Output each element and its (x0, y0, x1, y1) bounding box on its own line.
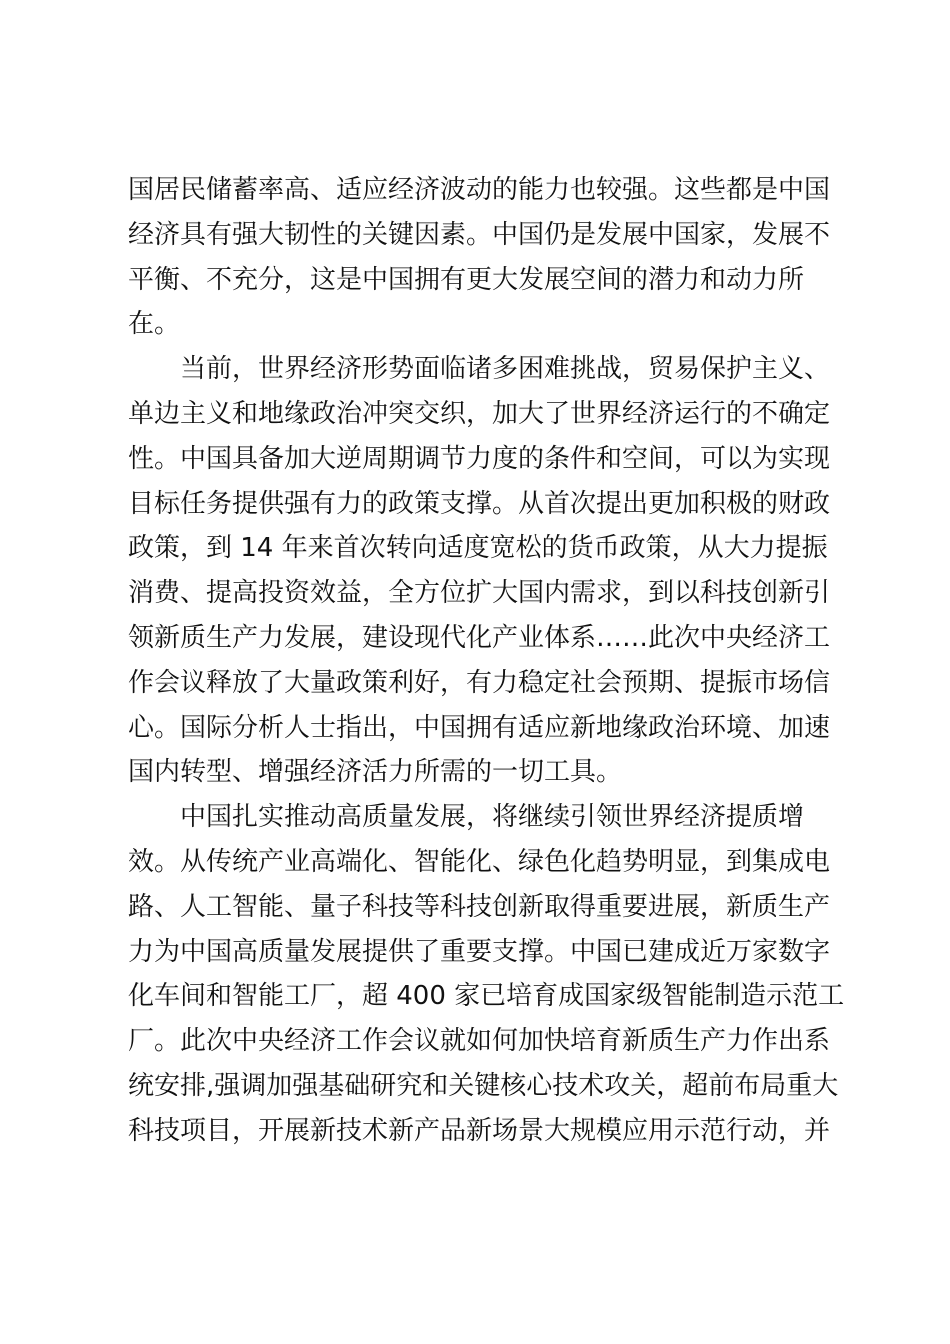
text-line: 政策，到 14 年来首次转向适度宽松的货币政策，从大力提振 (128, 533, 828, 564)
text-line: 经济具有强大韧性的关键因素。中国仍是发展中国家，发展不 (128, 219, 831, 250)
paragraph-start-line: 中国扎实推动高质量发展，将继续引领世界经济提质增 (180, 802, 805, 833)
text-line: 目标任务提供强有力的政策支撑。从首次提出更加积极的财政 (128, 488, 831, 519)
paragraph-start-line: 当前，世界经济形势面临诸多困难挑战，贸易保护主义、 (180, 354, 831, 385)
text-line: 厂。此次中央经济工作会议就如何加快培育新质生产力作出系 (128, 1026, 831, 1057)
text-line: 消费、提高投资效益，全方位扩大国内需求，到以科技创新引 (128, 578, 831, 609)
text-line: 统安排,强调加强基础研究和关键核心技术攻关，超前布局重大 (128, 1070, 839, 1101)
text-line: 效。从传统产业高端化、智能化、绿色化趋势明显，到集成电 (128, 846, 831, 877)
text-line: 作会议释放了大量政策利好，有力稳定社会预期、提振市场信 (128, 667, 831, 698)
text-line: 力为中国高质量发展提供了重要支撑。中国已建成近万家数字 (128, 936, 831, 967)
text-line: 科技项目，开展新技术新产品新场景大规模应用示范行动，并 (128, 1115, 831, 1146)
text-line: 单边主义和地缘政治冲突交织，加大了世界经济运行的不确定 (128, 398, 831, 429)
text-line: 平衡、不充分，这是中国拥有更大发展空间的潜力和动力所 (128, 264, 805, 295)
text-line: 路、人工智能、量子科技等科技创新取得重要进展，新质生产 (128, 891, 831, 922)
text-line: 化车间和智能工厂，超 400 家已培育成国家级智能制造示范工 (128, 981, 845, 1012)
text-line: 国内转型、增强经济活力所需的一切工具。 (128, 757, 623, 788)
text-line: 心。国际分析人士指出，中国拥有适应新地缘政治环境、加速 (128, 712, 831, 743)
text-line: 领新质生产力发展，建设现代化产业体系……此次中央经济工 (128, 622, 831, 653)
article-body (128, 168, 845, 1154)
text-line: 国居民储蓄率高、适应经济波动的能力也较强。这些都是中国 (128, 175, 831, 205)
text-line: 在。 (128, 309, 181, 340)
text-line: 性。中国具备加大逆周期调节力度的条件和空间，可以为实现 (128, 443, 831, 474)
